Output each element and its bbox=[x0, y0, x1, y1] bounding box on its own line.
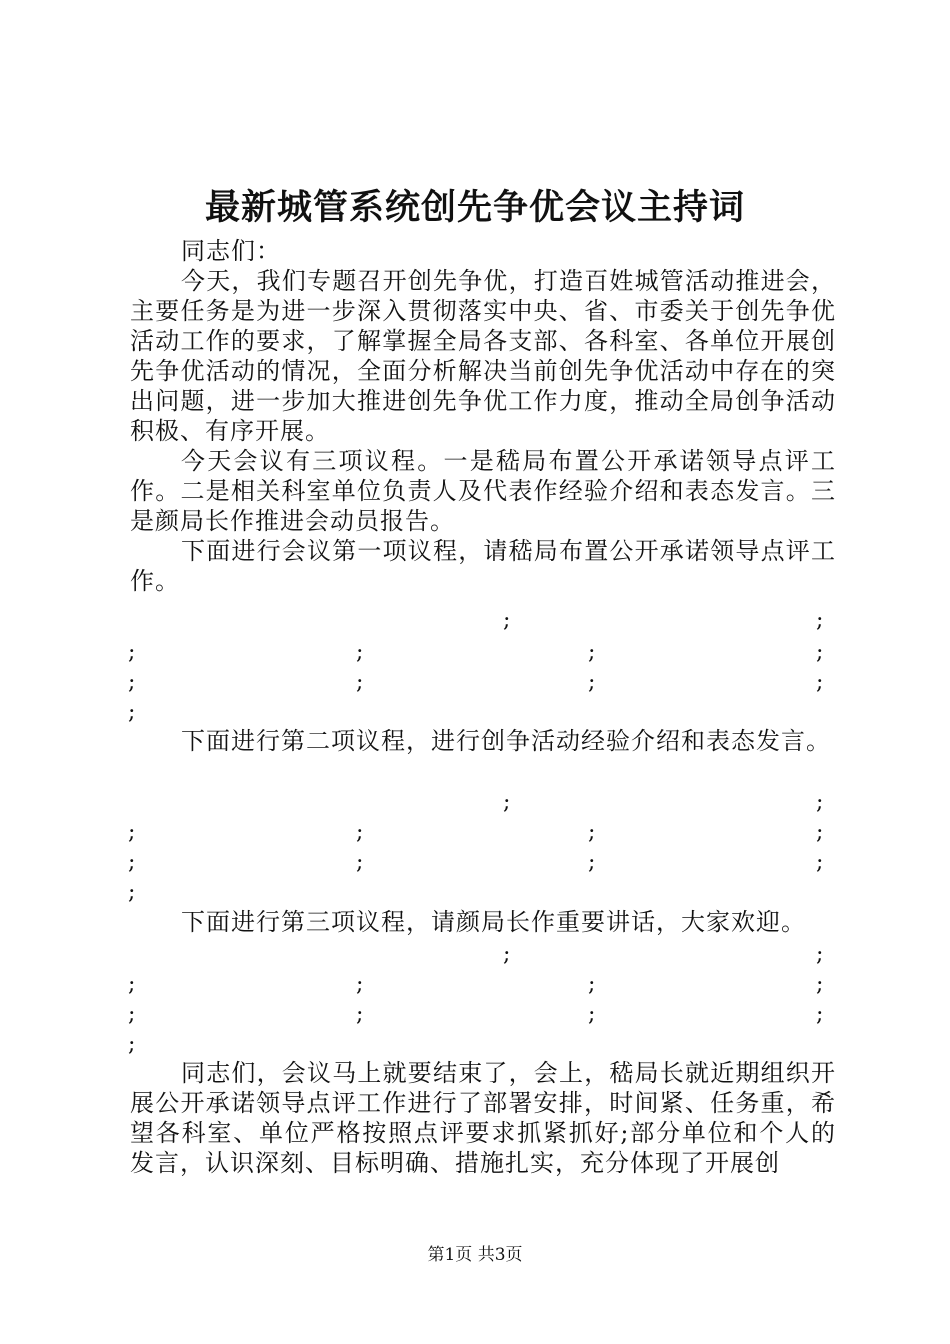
separator-mark: ; bbox=[588, 640, 596, 665]
document-title: 最新城管系统创先争优会议主持词 bbox=[204, 187, 745, 228]
separator-mark: ; bbox=[816, 670, 824, 695]
separator-mark: ; bbox=[128, 1032, 136, 1057]
paragraph-item-three: 下面进行第三项议程，请颜局长作重要讲话，大家欢迎。 bbox=[181, 908, 806, 936]
paragraph-item-one: 下面进行会议第一项议程，请嵇局布置公开承诺领导点评工作。 bbox=[130, 537, 836, 595]
separator-mark: ; bbox=[503, 608, 511, 633]
separator-mark: ; bbox=[503, 790, 511, 815]
separator-mark: ; bbox=[128, 700, 136, 725]
separator-mark: ; bbox=[816, 1002, 824, 1027]
separator-mark: ; bbox=[816, 942, 824, 967]
paragraph-block-2 bbox=[130, 726, 850, 756]
separator-mark: ; bbox=[356, 850, 364, 875]
separator-mark: ; bbox=[356, 820, 364, 845]
separator-mark: ; bbox=[588, 972, 596, 997]
separator-mark: ; bbox=[128, 850, 136, 875]
paragraph-intro: 今天，我们专题召开创先争优，打造百姓城管活动推进会，主要任务是为进一步深入贯彻落实中央、省、市委关于创先争优活动工作的要求，了解掌握全局各支部、各科室、各单位开展创先争优活动的情况，全面分析解决当前创先争优活动中存在的突出问题，进一步加大推进创先争优工作力度，推动全局创争活动积极、有序开展。 bbox=[130, 267, 836, 445]
separator-mark: ; bbox=[588, 670, 596, 695]
separator-mark: ; bbox=[503, 942, 511, 967]
separator-mark: ; bbox=[588, 850, 596, 875]
separator-mark: ; bbox=[128, 820, 136, 845]
separator-mark: ; bbox=[128, 640, 136, 665]
page-footer: 第1页 共3页 bbox=[427, 1245, 523, 1265]
separator-mark: ; bbox=[356, 972, 364, 997]
paragraph-closing: 同志们，会议马上就要结束了，会上，嵇局长就近期组织开展公开承诺领导点评工作进行了部署安排，时间紧、任务重，希望各科室、单位严格按照点评要求抓紧抓好;部分单位和个人的发言，认识深刻、目标明确、措施扎实，充分体现了开展创 bbox=[130, 1059, 836, 1177]
separator-mark: ; bbox=[128, 972, 136, 997]
paragraph-item-two: 下面进行第二项议程，进行创争活动经验介绍和表态发言。 bbox=[181, 727, 831, 755]
greeting: 同志们： bbox=[181, 237, 281, 265]
separator-mark: ; bbox=[356, 640, 364, 665]
separator-mark: ; bbox=[816, 820, 824, 845]
separator-mark: ; bbox=[128, 670, 136, 695]
separator-mark: ; bbox=[128, 1002, 136, 1027]
separator-mark: ; bbox=[816, 972, 824, 997]
separator-mark: ; bbox=[356, 1002, 364, 1027]
paragraph-block-1 bbox=[130, 266, 836, 596]
separator-mark: ; bbox=[588, 820, 596, 845]
separator-mark: ; bbox=[816, 850, 824, 875]
separator-mark: ; bbox=[816, 640, 824, 665]
paragraph-block-4 bbox=[130, 1058, 836, 1178]
separator-mark: ; bbox=[356, 670, 364, 695]
paragraph-block-3 bbox=[130, 907, 836, 937]
separator-mark: ; bbox=[588, 1002, 596, 1027]
separator-mark: ; bbox=[816, 790, 824, 815]
separator-mark: ; bbox=[816, 608, 824, 633]
separator-mark: ; bbox=[128, 880, 136, 905]
paragraph-agenda: 今天会议有三项议程。一是嵇局布置公开承诺领导点评工作。二是相关科室单位负责人及代表作经验介绍和表态发言。三是颜局长作推进会动员报告。 bbox=[130, 447, 836, 535]
